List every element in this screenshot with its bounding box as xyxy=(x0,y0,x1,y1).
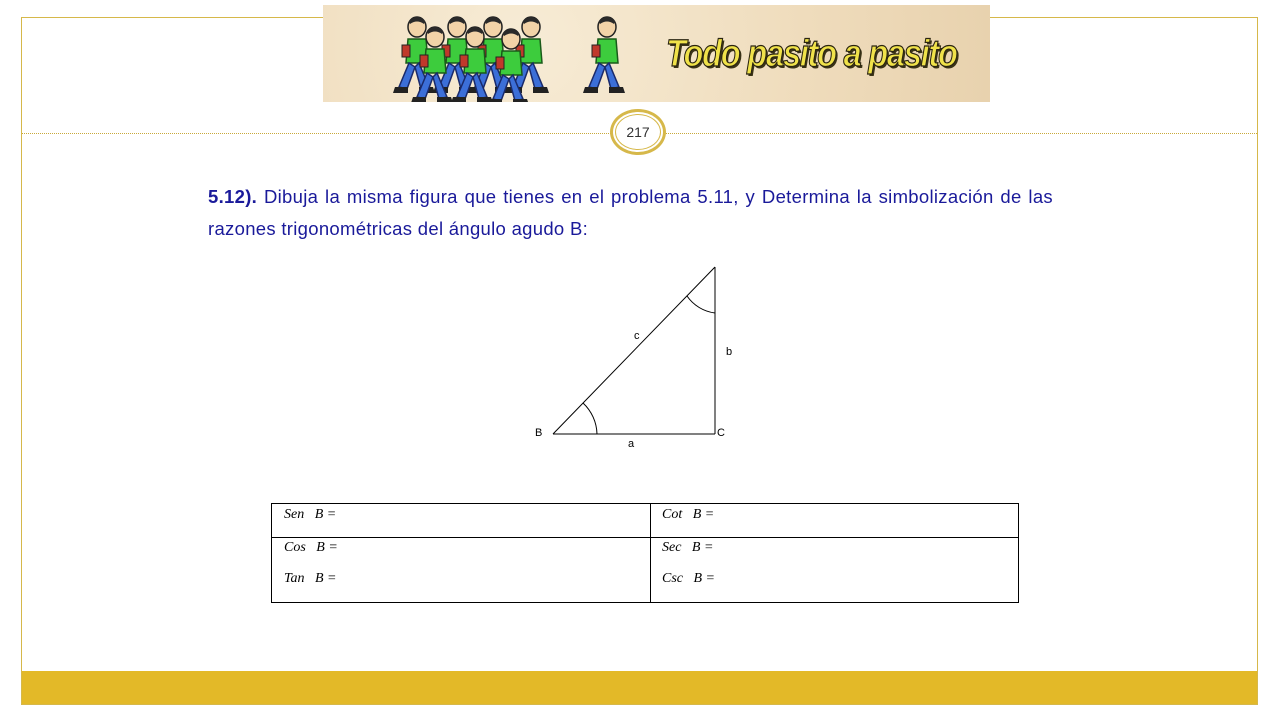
side-a-label: a xyxy=(628,438,635,450)
problem-number: 5.12). xyxy=(208,186,258,207)
problem-text: Dibuja la misma figura que tienes en el problema 5.11, y Determina la simbolización de las razones trigonométricas del ángulo agudo B: xyxy=(208,186,1053,239)
angle-b-arc xyxy=(583,403,597,434)
table-column-divider xyxy=(650,504,651,602)
page-number-badge xyxy=(610,109,666,155)
sen-b-cell: Sen B = xyxy=(284,507,337,522)
problem-statement xyxy=(208,181,1053,245)
right-triangle-figure xyxy=(520,256,760,460)
banner-title: Todo pasito a pasito xyxy=(666,33,957,75)
side-b-label: b xyxy=(726,346,733,358)
vertex-c-label: C xyxy=(717,427,725,439)
tan-b-cell: Tan B = xyxy=(284,571,337,586)
triangle-drawing xyxy=(520,256,760,456)
csc-b-cell: Csc B = xyxy=(662,571,715,586)
footer-bar xyxy=(22,671,1257,704)
side-c-label: c xyxy=(634,330,640,342)
walking-students-illustration xyxy=(323,5,653,102)
angle-top-arc xyxy=(687,296,715,313)
banner xyxy=(323,5,990,102)
vertex-b-label: B xyxy=(535,427,543,439)
table-row-divider xyxy=(272,537,1018,538)
page-number: 217 xyxy=(626,124,650,140)
trig-ratios-table xyxy=(271,503,1019,603)
cot-b-cell: Cot B = xyxy=(662,507,715,522)
sec-b-cell: Sec B = xyxy=(662,540,714,555)
cos-b-cell: Cos B = xyxy=(284,540,338,555)
hypotenuse-line xyxy=(553,267,715,434)
